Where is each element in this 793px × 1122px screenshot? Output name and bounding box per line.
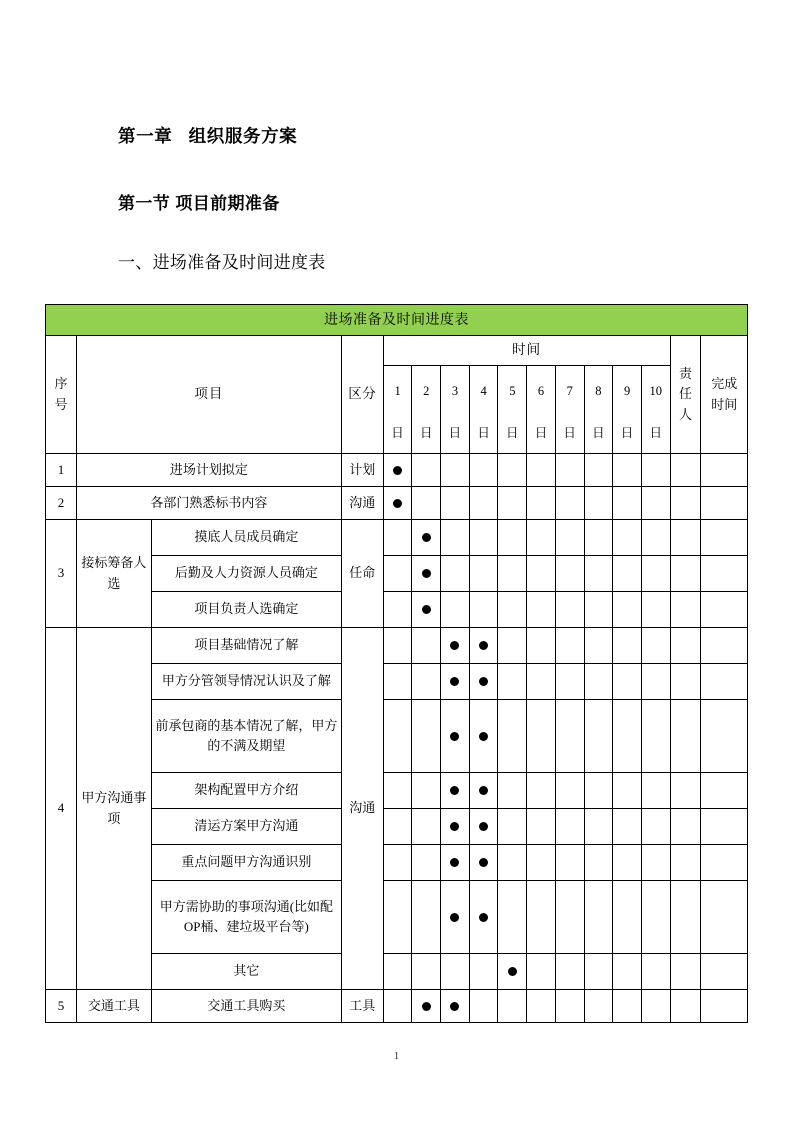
row-finish-time bbox=[701, 990, 748, 1023]
day-cell-6 bbox=[527, 592, 556, 628]
day-cell-4 bbox=[469, 664, 498, 700]
day-cell-2 bbox=[412, 520, 441, 556]
day-cell-1 bbox=[383, 454, 412, 487]
table-row bbox=[46, 845, 748, 881]
day-cell-7 bbox=[555, 881, 584, 954]
row-item: 后勤及人力资源人员确定 bbox=[151, 556, 341, 592]
day-cell-3 bbox=[441, 664, 470, 700]
day-cell-6 bbox=[527, 990, 556, 1023]
day-cell-2 bbox=[412, 845, 441, 881]
row-item: 重点问题甲方沟通识别 bbox=[151, 845, 341, 881]
day-cell-8 bbox=[584, 773, 613, 809]
day-cell-6 bbox=[527, 954, 556, 990]
row-seq: 2 bbox=[46, 487, 77, 520]
day-cell-9 bbox=[613, 845, 642, 881]
day-cell-10 bbox=[641, 954, 670, 990]
day-cell-7 bbox=[555, 664, 584, 700]
day-cell-4 bbox=[469, 773, 498, 809]
row-responsible bbox=[670, 845, 701, 881]
day-cell-3 bbox=[441, 954, 470, 990]
row-finish-time bbox=[701, 773, 748, 809]
header-day-7: 7 日 bbox=[555, 366, 584, 454]
schedule-table-container bbox=[45, 304, 748, 1023]
day-cell-2 bbox=[412, 664, 441, 700]
day-cell-3 bbox=[441, 809, 470, 845]
row-item: 项目负责人选确定 bbox=[151, 592, 341, 628]
row-qufen: 工具 bbox=[341, 990, 383, 1023]
row-seq: 4 bbox=[46, 628, 77, 990]
day-cell-6 bbox=[527, 809, 556, 845]
row-responsible bbox=[670, 700, 701, 773]
day-cell-6 bbox=[527, 520, 556, 556]
day-cell-1 bbox=[383, 773, 412, 809]
row-seq: 5 bbox=[46, 990, 77, 1023]
subsection-heading: 一、进场准备及时间进度表 bbox=[118, 253, 326, 272]
row-seq: 1 bbox=[46, 454, 77, 487]
day-cell-2 bbox=[412, 556, 441, 592]
day-cell-1 bbox=[383, 845, 412, 881]
day-cell-9 bbox=[613, 592, 642, 628]
row-finish-time bbox=[701, 628, 748, 664]
day-cell-5 bbox=[498, 628, 527, 664]
header-seq: 序 号 bbox=[46, 336, 77, 454]
day-cell-5 bbox=[498, 520, 527, 556]
row-item: 清运方案甲方沟通 bbox=[151, 809, 341, 845]
row-responsible bbox=[670, 592, 701, 628]
day-cell-4 bbox=[469, 845, 498, 881]
row-responsible bbox=[670, 454, 701, 487]
row-item: 进场计划拟定 bbox=[76, 454, 341, 487]
header-day-6: 6 日 bbox=[527, 366, 556, 454]
day-cell-6 bbox=[527, 773, 556, 809]
day-cell-5 bbox=[498, 809, 527, 845]
day-cell-8 bbox=[584, 487, 613, 520]
day-cell-3 bbox=[441, 845, 470, 881]
day-cell-3 bbox=[441, 881, 470, 954]
table-row bbox=[46, 809, 748, 845]
row-item: 其它 bbox=[151, 954, 341, 990]
row-responsible bbox=[670, 487, 701, 520]
row-responsible bbox=[670, 520, 701, 556]
day-cell-4 bbox=[469, 990, 498, 1023]
day-cell-7 bbox=[555, 487, 584, 520]
day-cell-3 bbox=[441, 556, 470, 592]
row-item: 项目基础情况了解 bbox=[151, 628, 341, 664]
day-cell-2 bbox=[412, 881, 441, 954]
header-day-8: 8 日 bbox=[584, 366, 613, 454]
day-cell-10 bbox=[641, 592, 670, 628]
header-item: 项目 bbox=[76, 336, 341, 454]
header-day-5: 5 日 bbox=[498, 366, 527, 454]
table-row bbox=[46, 664, 748, 700]
header-day-9: 9 日 bbox=[613, 366, 642, 454]
day-cell-2 bbox=[412, 700, 441, 773]
row-responsible bbox=[670, 990, 701, 1023]
day-cell-7 bbox=[555, 592, 584, 628]
table-row bbox=[46, 556, 748, 592]
day-cell-10 bbox=[641, 454, 670, 487]
day-cell-1 bbox=[383, 556, 412, 592]
row-responsible bbox=[670, 881, 701, 954]
day-cell-4 bbox=[469, 556, 498, 592]
header-day-2: 2 日 bbox=[412, 366, 441, 454]
day-cell-8 bbox=[584, 592, 613, 628]
day-cell-5 bbox=[498, 556, 527, 592]
day-cell-8 bbox=[584, 881, 613, 954]
row-category: 交通工具 bbox=[76, 990, 151, 1023]
day-cell-2 bbox=[412, 990, 441, 1023]
day-cell-10 bbox=[641, 881, 670, 954]
day-cell-1 bbox=[383, 628, 412, 664]
day-cell-10 bbox=[641, 773, 670, 809]
day-cell-4 bbox=[469, 520, 498, 556]
day-cell-1 bbox=[383, 520, 412, 556]
day-cell-2 bbox=[412, 487, 441, 520]
table-row bbox=[46, 520, 748, 556]
day-cell-4 bbox=[469, 881, 498, 954]
day-cell-7 bbox=[555, 454, 584, 487]
day-cell-4 bbox=[469, 809, 498, 845]
day-cell-9 bbox=[613, 954, 642, 990]
day-cell-9 bbox=[613, 628, 642, 664]
day-cell-8 bbox=[584, 556, 613, 592]
day-cell-9 bbox=[613, 520, 642, 556]
day-cell-7 bbox=[555, 990, 584, 1023]
day-cell-10 bbox=[641, 700, 670, 773]
table-title-row bbox=[46, 305, 748, 336]
day-cell-5 bbox=[498, 881, 527, 954]
day-cell-5 bbox=[498, 845, 527, 881]
row-responsible bbox=[670, 556, 701, 592]
header-qufen: 区分 bbox=[341, 336, 383, 454]
day-cell-1 bbox=[383, 487, 412, 520]
header-finish-time: 完成 时间 bbox=[701, 336, 748, 454]
day-cell-6 bbox=[527, 700, 556, 773]
row-responsible bbox=[670, 954, 701, 990]
day-cell-5 bbox=[498, 700, 527, 773]
day-cell-4 bbox=[469, 700, 498, 773]
header-day-4: 4 日 bbox=[469, 366, 498, 454]
row-item: 交通工具购买 bbox=[151, 990, 341, 1023]
day-cell-10 bbox=[641, 664, 670, 700]
schedule-table bbox=[45, 304, 748, 1023]
header-responsible: 责 任 人 bbox=[670, 336, 701, 454]
day-cell-4 bbox=[469, 628, 498, 664]
day-cell-1 bbox=[383, 592, 412, 628]
day-cell-10 bbox=[641, 520, 670, 556]
day-cell-6 bbox=[527, 881, 556, 954]
row-finish-time bbox=[701, 845, 748, 881]
row-qufen: 任命 bbox=[341, 520, 383, 628]
day-cell-6 bbox=[527, 556, 556, 592]
table-header-row-1 bbox=[46, 336, 748, 366]
day-cell-8 bbox=[584, 520, 613, 556]
day-cell-9 bbox=[613, 881, 642, 954]
table-row bbox=[46, 954, 748, 990]
day-cell-6 bbox=[527, 628, 556, 664]
header-day-3: 3 日 bbox=[441, 366, 470, 454]
day-cell-1 bbox=[383, 700, 412, 773]
day-cell-10 bbox=[641, 556, 670, 592]
row-item: 架构配置甲方介绍 bbox=[151, 773, 341, 809]
day-cell-7 bbox=[555, 520, 584, 556]
table-row bbox=[46, 990, 748, 1023]
day-cell-3 bbox=[441, 454, 470, 487]
row-finish-time bbox=[701, 454, 748, 487]
day-cell-8 bbox=[584, 845, 613, 881]
day-cell-9 bbox=[613, 487, 642, 520]
day-cell-9 bbox=[613, 556, 642, 592]
day-cell-5 bbox=[498, 454, 527, 487]
table-row bbox=[46, 487, 748, 520]
day-cell-8 bbox=[584, 700, 613, 773]
day-cell-7 bbox=[555, 773, 584, 809]
row-responsible bbox=[670, 628, 701, 664]
row-qufen: 计划 bbox=[341, 454, 383, 487]
day-cell-7 bbox=[555, 809, 584, 845]
table-row bbox=[46, 628, 748, 664]
day-cell-3 bbox=[441, 520, 470, 556]
day-cell-3 bbox=[441, 773, 470, 809]
day-cell-5 bbox=[498, 954, 527, 990]
day-cell-6 bbox=[527, 454, 556, 487]
day-cell-5 bbox=[498, 664, 527, 700]
day-cell-9 bbox=[613, 990, 642, 1023]
row-responsible bbox=[670, 773, 701, 809]
day-cell-10 bbox=[641, 809, 670, 845]
day-cell-5 bbox=[498, 990, 527, 1023]
day-cell-10 bbox=[641, 845, 670, 881]
day-cell-3 bbox=[441, 487, 470, 520]
row-qufen: 沟通 bbox=[341, 628, 383, 990]
day-cell-3 bbox=[441, 628, 470, 664]
row-finish-time bbox=[701, 556, 748, 592]
day-cell-5 bbox=[498, 773, 527, 809]
day-cell-3 bbox=[441, 592, 470, 628]
day-cell-8 bbox=[584, 454, 613, 487]
page-number: 1 bbox=[393, 1050, 400, 1062]
day-cell-7 bbox=[555, 845, 584, 881]
day-cell-7 bbox=[555, 954, 584, 990]
row-finish-time bbox=[701, 700, 748, 773]
row-finish-time bbox=[701, 881, 748, 954]
table-row bbox=[46, 773, 748, 809]
row-item: 摸底人员成员确定 bbox=[151, 520, 341, 556]
header-time-group: 时间 bbox=[383, 336, 670, 366]
day-cell-1 bbox=[383, 664, 412, 700]
row-finish-time bbox=[701, 520, 748, 556]
row-responsible bbox=[670, 664, 701, 700]
day-cell-9 bbox=[613, 700, 642, 773]
row-finish-time bbox=[701, 664, 748, 700]
day-cell-4 bbox=[469, 454, 498, 487]
day-cell-1 bbox=[383, 809, 412, 845]
table-row bbox=[46, 700, 748, 773]
row-finish-time bbox=[701, 592, 748, 628]
day-cell-2 bbox=[412, 954, 441, 990]
day-cell-6 bbox=[527, 487, 556, 520]
day-cell-1 bbox=[383, 881, 412, 954]
day-cell-7 bbox=[555, 556, 584, 592]
chapter-heading: 第一章 组织服务方案 bbox=[118, 126, 298, 146]
day-cell-4 bbox=[469, 592, 498, 628]
day-cell-1 bbox=[383, 990, 412, 1023]
row-item: 甲方需协助的事项沟通(比如配OP桶、建垃圾平台等) bbox=[151, 881, 341, 954]
day-cell-1 bbox=[383, 954, 412, 990]
row-item: 甲方分管领导情况认识及了解 bbox=[151, 664, 341, 700]
section-heading: 第一节 项目前期准备 bbox=[118, 194, 280, 213]
day-cell-2 bbox=[412, 809, 441, 845]
row-finish-time bbox=[701, 809, 748, 845]
day-cell-8 bbox=[584, 809, 613, 845]
day-cell-9 bbox=[613, 773, 642, 809]
day-cell-6 bbox=[527, 664, 556, 700]
row-responsible bbox=[670, 809, 701, 845]
table-row bbox=[46, 592, 748, 628]
table-row bbox=[46, 454, 748, 487]
day-cell-8 bbox=[584, 664, 613, 700]
day-cell-9 bbox=[613, 664, 642, 700]
day-cell-2 bbox=[412, 592, 441, 628]
day-cell-6 bbox=[527, 845, 556, 881]
day-cell-3 bbox=[441, 990, 470, 1023]
day-cell-4 bbox=[469, 487, 498, 520]
day-cell-7 bbox=[555, 700, 584, 773]
row-seq: 3 bbox=[46, 520, 77, 628]
day-cell-2 bbox=[412, 454, 441, 487]
header-day-10: 10 日 bbox=[641, 366, 670, 454]
row-finish-time bbox=[701, 487, 748, 520]
row-item: 各部门熟悉标书内容 bbox=[76, 487, 341, 520]
day-cell-2 bbox=[412, 628, 441, 664]
day-cell-10 bbox=[641, 487, 670, 520]
row-qufen: 沟通 bbox=[341, 487, 383, 520]
day-cell-3 bbox=[441, 700, 470, 773]
day-cell-9 bbox=[613, 809, 642, 845]
header-day-1: 1 日 bbox=[383, 366, 412, 454]
day-cell-4 bbox=[469, 954, 498, 990]
day-cell-8 bbox=[584, 628, 613, 664]
table-row bbox=[46, 881, 748, 954]
day-cell-5 bbox=[498, 592, 527, 628]
day-cell-5 bbox=[498, 487, 527, 520]
day-cell-9 bbox=[613, 454, 642, 487]
day-cell-8 bbox=[584, 954, 613, 990]
table-title: 进场准备及时间进度表 bbox=[46, 305, 748, 336]
row-item: 前承包商的基本情况了解，甲方的不满及期望 bbox=[151, 700, 341, 773]
day-cell-10 bbox=[641, 628, 670, 664]
day-cell-8 bbox=[584, 990, 613, 1023]
day-cell-2 bbox=[412, 773, 441, 809]
day-cell-7 bbox=[555, 628, 584, 664]
row-category: 接标筹备人选 bbox=[76, 520, 151, 628]
row-finish-time bbox=[701, 954, 748, 990]
day-cell-10 bbox=[641, 990, 670, 1023]
row-category: 甲方沟通事项 bbox=[76, 628, 151, 990]
